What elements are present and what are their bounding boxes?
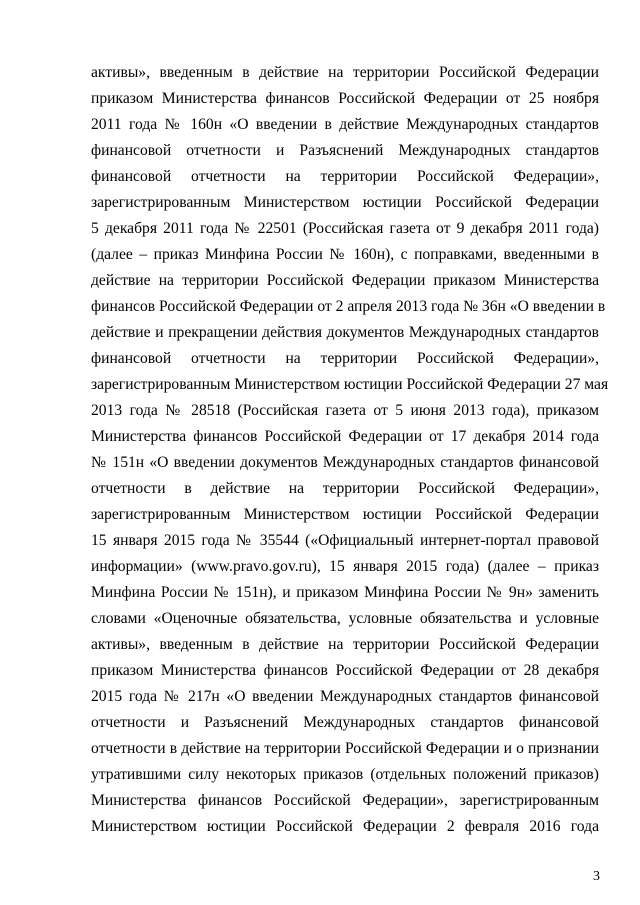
text-line: приказом Министерства финансов Российской Федерации от 28 декабря xyxy=(91,662,599,679)
text-line: 2013 года № 28518 (Российская газета от 5 июня 2013 года), приказом xyxy=(91,402,599,419)
text-line: информации» (www.pravo.gov.ru), 15 января 2015 года) (далее – приказ xyxy=(91,558,599,575)
text-line: зарегистрированным Министерством юстиции Российской Федерации 27 мая xyxy=(91,376,609,393)
text-line: зарегистрированным Министерством юстиции Российской Федерации xyxy=(91,194,599,211)
text-line: (далее – приказ Минфина России № 160н), с поправками, введенными в xyxy=(91,246,599,263)
text-line: 15 января 2015 года № 35544 («Официальный интернет-портал правовой xyxy=(91,532,599,549)
text-line: Министерства финансов Российской Федерации», зарегистрированным xyxy=(91,792,599,809)
text-line: финансовой отчетности на территории Российской Федерации», xyxy=(91,350,599,367)
text-line: утратившими силу некоторых приказов (отдельных положений приказов) xyxy=(91,766,599,783)
text-line: отчетности в действие на территории Российской Федерации», xyxy=(91,480,599,497)
text-line: Министерства финансов Российской Федерации от 17 декабря 2014 года xyxy=(91,428,599,445)
text-line: активы», введенным в действие на территории Российской Федерации xyxy=(91,636,599,653)
text-line: 2011 года № 160н «О введении в действие Международных стандартов xyxy=(91,116,599,133)
text-line: приказом Министерства финансов Российской Федерации от 25 ноября xyxy=(91,90,599,107)
text-line: активы», введенным в действие на территории Российской Федерации xyxy=(91,64,599,81)
text-line: 2015 года № 217н «О введении Международных стандартов финансовой xyxy=(91,688,599,705)
text-line: словами «Оценочные обязательства, условные обязательства и условные xyxy=(91,610,599,627)
text-line: Минфина России № 151н), и приказом Минфина России № 9н» заменить xyxy=(91,584,599,601)
body-text xyxy=(91,60,609,840)
text-line: действие и прекращении действия документов Международных стандартов xyxy=(91,324,599,341)
text-line: № 151н «О введении документов Международных стандартов финансовой xyxy=(91,454,599,471)
text-line: отчетности в действие на территории Российской Федерации и о признании xyxy=(91,740,599,757)
text-line: отчетности и Разъяснений Международных стандартов финансовой xyxy=(91,714,599,731)
text-line: Министерством юстиции Российской Федерации 2 февраля 2016 года xyxy=(91,818,599,835)
text-line: финансовой отчетности и Разъяснений Международных стандартов xyxy=(91,142,599,159)
text-line: 5 декабря 2011 года № 22501 (Российская газета от 9 декабря 2011 года) xyxy=(91,220,599,237)
text-line: финансов Российской Федерации от 2 апреля 2013 года № 36н «О введении в xyxy=(91,298,606,315)
text-line: зарегистрированным Министерством юстиции Российской Федерации xyxy=(91,506,599,523)
text-line: финансовой отчетности на территории Российской Федерации», xyxy=(91,168,599,185)
page-number: 3 xyxy=(593,869,600,884)
text-line: действие на территории Российской Федерации приказом Министерства xyxy=(91,272,599,289)
